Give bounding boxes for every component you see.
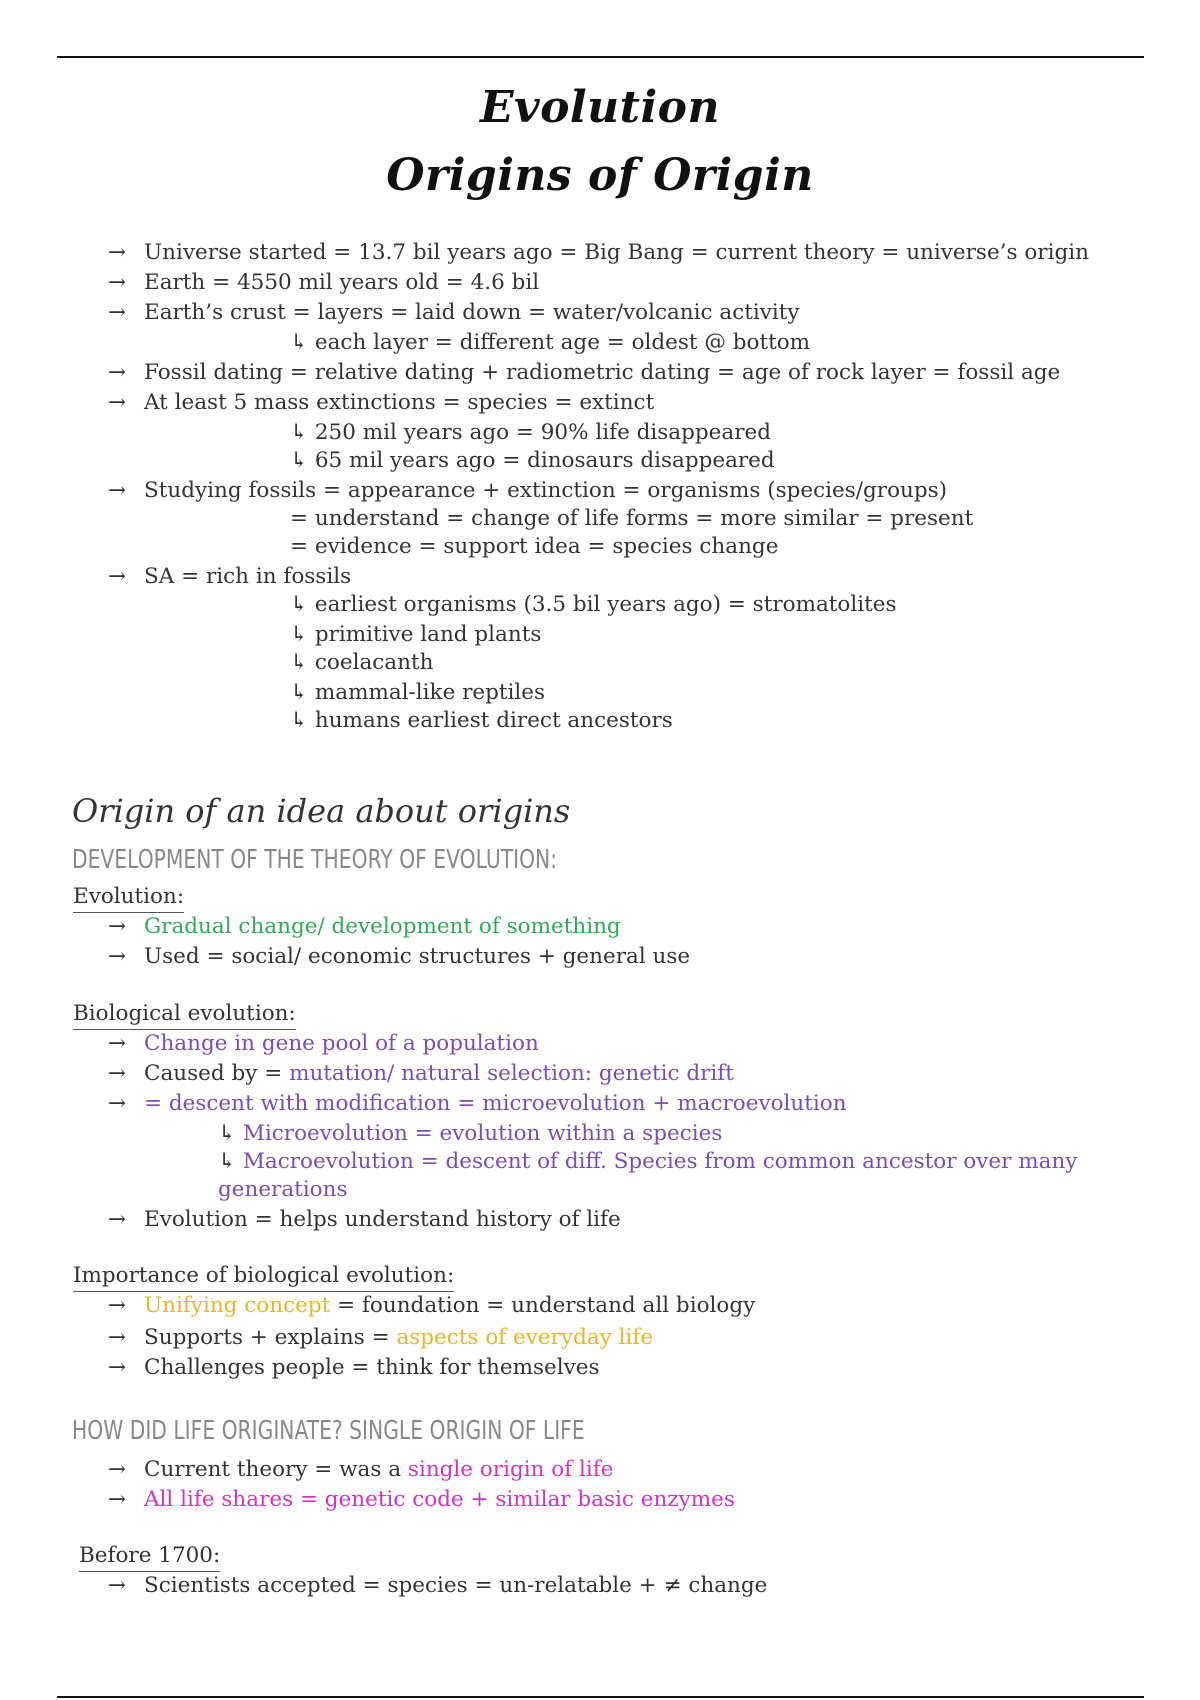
hook-arrow-icon: ↳	[290, 330, 309, 355]
hook-arrow-icon: ↳	[290, 592, 309, 617]
list-item: → Gradual change/ development of something	[108, 914, 621, 939]
hook-arrow-icon: ↳	[290, 448, 309, 473]
bottom-rule	[57, 1696, 1144, 1698]
list-item: → Used = social/ economic structures + general use	[108, 944, 691, 969]
hook-arrow-icon: ↳	[290, 680, 309, 705]
list-item: → All life shares = genetic code + similar basic enzymes	[108, 1487, 735, 1512]
sub-item: ↳ earliest organisms (3.5 bil years ago) = stromatolites	[290, 592, 897, 617]
sub-item: ↳ humans earliest direct ancestors	[290, 708, 673, 733]
arrow-icon: →	[108, 1061, 127, 1086]
arrow-icon: →	[108, 564, 127, 589]
arrow-icon: →	[108, 300, 127, 325]
arrow-icon: →	[108, 270, 127, 295]
arrow-icon: →	[108, 1207, 127, 1232]
list-item: → Earth’s crust = layers = laid down = water/volcanic activity	[108, 300, 800, 325]
importance-label: Importance of biological evolution:	[73, 1262, 454, 1292]
arrow-icon: →	[108, 390, 127, 415]
sub-item: ↳ primitive land plants	[290, 622, 542, 647]
hook-arrow-icon: ↳	[218, 1121, 237, 1146]
list-item: → Challenges people = think for themselves	[108, 1355, 600, 1380]
arrow-icon: →	[108, 1573, 127, 1598]
biological-evolution-label: Biological evolution:	[73, 1000, 296, 1030]
list-item: → Caused by = mutation/ natural selection: genetic drift	[108, 1061, 734, 1086]
evolution-label: Evolution:	[73, 883, 184, 913]
list-item: → Fossil dating = relative dating + radiometric dating = age of rock layer = fossil age	[108, 360, 1061, 385]
arrow-icon: →	[108, 478, 127, 503]
hook-arrow-icon: ↳	[218, 1149, 237, 1174]
hook-arrow-icon: ↳	[290, 650, 309, 675]
sub-item: ↳ Macroevolution = descent of diff. Species from common ancestor over many	[218, 1149, 1078, 1174]
sub-item: ↳ 65 mil years ago = dinosaurs disappeared	[290, 448, 775, 473]
list-item: → Studying fossils = appearance + extinction = organisms (species/groups)	[108, 478, 948, 503]
arrow-icon: →	[108, 1091, 127, 1116]
list-item: → At least 5 mass extinctions = species = extinct	[108, 390, 655, 415]
arrow-icon: →	[108, 944, 127, 969]
before-1700-label: Before 1700:	[79, 1542, 220, 1572]
list-item: → Change in gene pool of a population	[108, 1031, 539, 1056]
list-item: → = descent with modification = microevolution + macroevolution	[108, 1091, 847, 1116]
page-title: Evolution	[479, 82, 721, 133]
sub-item: = evidence = support idea = species change	[290, 534, 779, 559]
arrow-icon: →	[108, 1325, 127, 1350]
list-item: → Current theory = was a single origin of life	[108, 1457, 614, 1482]
sub-item: = understand = change of life forms = more similar = present	[290, 506, 974, 531]
list-item: → SA = rich in fossils	[108, 564, 352, 589]
list-item: → Evolution = helps understand history of life	[108, 1207, 621, 1232]
sub-item: ↳ 250 mil years ago = 90% life disappeared	[290, 420, 771, 445]
caps-heading: HOW DID LIFE ORIGINATE? SINGLE ORIGIN OF LIFE	[72, 1416, 585, 1446]
sub-item: ↳ coelacanth	[290, 650, 434, 675]
sub-item-continuation: generations	[218, 1177, 348, 1202]
arrow-icon: →	[108, 1355, 127, 1380]
hook-arrow-icon: ↳	[290, 622, 309, 647]
arrow-icon: →	[108, 914, 127, 939]
list-item: → Scientists accepted = species = un-relatable + ≠ change	[108, 1573, 768, 1598]
arrow-icon: →	[108, 1487, 127, 1512]
arrow-icon: →	[108, 1031, 127, 1056]
sub-item: ↳ each layer = different age = oldest @ bottom	[290, 330, 811, 355]
list-item: → Universe started = 13.7 bil years ago = Big Bang = current theory = universe’s origin	[108, 240, 1089, 265]
arrow-icon: →	[108, 240, 127, 265]
section-heading: Origin of an idea about origins	[72, 792, 571, 830]
hook-arrow-icon: ↳	[290, 708, 309, 733]
list-item: → Earth = 4550 mil years old = 4.6 bil	[108, 270, 540, 295]
top-rule	[57, 56, 1144, 58]
list-item: → Supports + explains = aspects of everyday life	[108, 1325, 654, 1350]
list-item: → Unifying concept = foundation = understand all biology	[108, 1293, 756, 1318]
arrow-icon: →	[108, 1457, 127, 1482]
hook-arrow-icon: ↳	[290, 420, 309, 445]
page-subtitle: Origins of Origin	[386, 150, 814, 201]
sub-item: ↳ Microevolution = evolution within a species	[218, 1121, 723, 1146]
arrow-icon: →	[108, 1293, 127, 1318]
caps-heading: DEVELOPMENT OF THE THEORY OF EVOLUTION:	[72, 845, 558, 875]
arrow-icon: →	[108, 360, 127, 385]
sub-item: ↳ mammal-like reptiles	[290, 680, 546, 705]
